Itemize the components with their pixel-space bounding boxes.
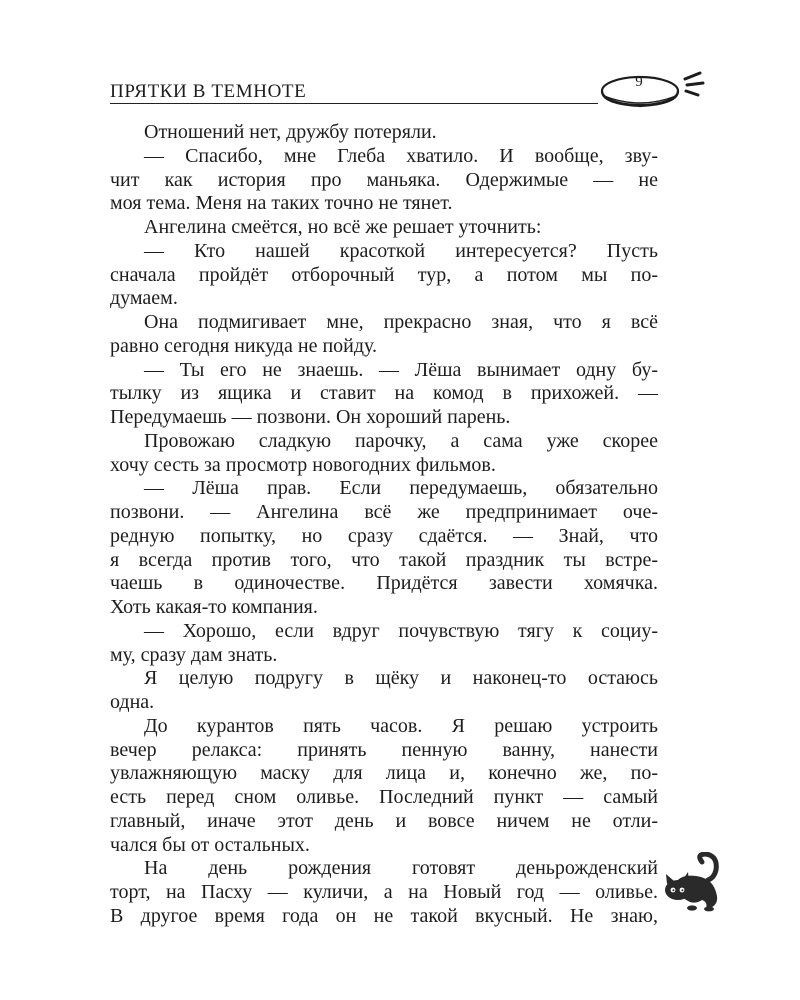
text-line-19: я всегда против того, что такой праздник ты встре-	[110, 548, 658, 571]
text-line-16: — Лёша прав. Если передумаешь, обязательно	[144, 477, 658, 500]
text-line-18: редную попытку, но сразу сдаётся. — Знай, что	[110, 524, 658, 547]
text-line-3: чит как история про маньяка. Одержимые — не	[110, 168, 658, 191]
text-line-28: увлажняющую маску для лица и, конечно же, по-	[110, 762, 658, 785]
text-line-4: моя тема. Меня на таких точно не тянет.	[110, 192, 453, 215]
header-rule	[110, 103, 598, 104]
text-line-7: сначала пройдёт отборочный тур, а потом мы по-	[110, 263, 658, 286]
text-line-15: хочу сесть за просмотр новогодних фильмов.	[110, 453, 496, 476]
cat-illustration-icon	[662, 852, 724, 912]
text-line-12: тылку из ящика и ставит на комод в прихожей. —	[110, 382, 658, 405]
text-line-8: думаем.	[110, 287, 178, 310]
text-line-26: До курантов пять часов. Я решаю устроить	[144, 714, 658, 737]
text-line-10: равно сегодня никуда не пойду.	[110, 334, 378, 357]
text-line-31: чался бы от остальных.	[110, 833, 310, 856]
text-line-5: Ангелина смеётся, но всё же решает уточнить:	[144, 216, 542, 238]
page-number: 9	[635, 74, 643, 90]
text-line-9: Она подмигивает мне, прекрасно зная, что я всё	[144, 311, 658, 333]
text-line-1: Отношений нет, дружбу потеряли.	[144, 121, 437, 143]
text-line-33: торт, на Пасху — куличи, а на Новый год — оливье.	[110, 881, 658, 903]
running-head-title: ПРЯТКИ В ТЕМНОТЕ	[110, 81, 307, 102]
text-line-30: главный, иначе этот день и вовсе ничем не отли-	[110, 809, 658, 832]
text-line-24: Я целую подругу в щёку и наконец-то остаюсь	[144, 667, 658, 690]
text-line-21: Хоть какая-то компания.	[110, 596, 318, 618]
text-line-23: му, сразу дам знать.	[110, 643, 278, 666]
text-line-6: — Кто нашей красоткой интересуется? Пусть	[144, 239, 658, 262]
text-line-13: Передумаешь — позвони. Он хороший парень.	[110, 406, 511, 428]
text-line-27: вечер релакса: принять пенную ванну, нанести	[110, 738, 658, 761]
text-line-22: — Хорошо, если вдруг почувствую тягу к социу-	[144, 619, 658, 642]
text-line-34: В другое время года он не такой вкусный. Не знаю,	[110, 904, 658, 927]
text-line-25: одна.	[110, 691, 155, 713]
text-line-20: чаешь в одиночестве. Придётся завести хомячка.	[110, 572, 658, 595]
text-line-14: Провожаю сладкую парочку, а сама уже скорее	[144, 429, 658, 452]
body-text	[110, 121, 658, 929]
text-line-17: позвони. — Ангелина всё же предпринимает оче-	[110, 501, 658, 523]
text-line-2: — Спасибо, мне Глеба хватило. И вообще, зву-	[144, 144, 658, 167]
text-line-29: есть перед сном оливье. Последний пункт — самый	[110, 786, 658, 808]
text-line-11: — Ты его не знаешь. — Лёша вынимает одну бу-	[144, 358, 658, 381]
text-line-32: На день рождения готовят деньрожденский	[144, 857, 658, 880]
